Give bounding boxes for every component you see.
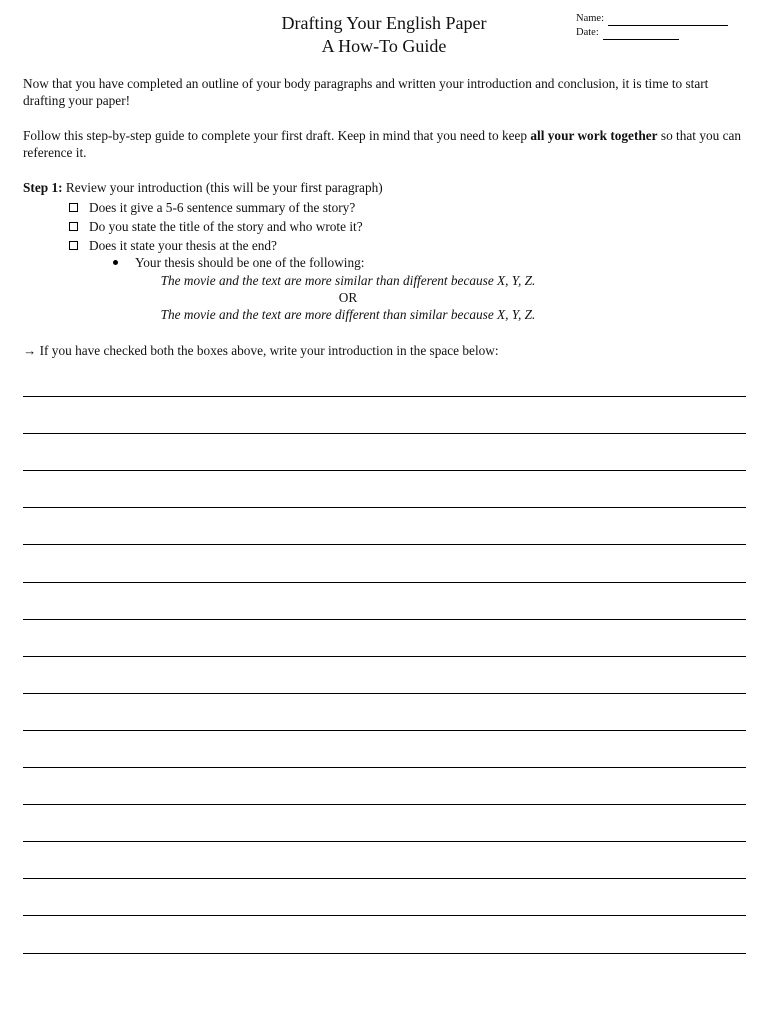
- thesis-bullet: [113, 254, 365, 271]
- writing-line[interactable]: [23, 544, 746, 545]
- name-row: [576, 12, 728, 26]
- step-1-heading: [23, 179, 383, 196]
- writing-line[interactable]: [23, 693, 746, 694]
- page-subtitle: A How-To Guide: [321, 36, 447, 56]
- name-date-block: [576, 12, 728, 40]
- bullet-icon: [113, 260, 118, 265]
- writing-line[interactable]: [23, 730, 746, 731]
- writing-line[interactable]: [23, 915, 746, 916]
- checkbox[interactable]: [69, 222, 78, 231]
- writing-line[interactable]: [23, 582, 746, 583]
- date-blank[interactable]: [603, 29, 679, 40]
- step-1-text: Review your introduction (this will be your first paragraph): [62, 180, 383, 195]
- thesis-option-1-text: The movie and the text are more similar than different because X, Y, Z.: [160, 273, 536, 288]
- arrow-icon: →: [23, 343, 37, 358]
- checklist-item: [69, 217, 363, 236]
- writing-line[interactable]: [23, 804, 746, 805]
- thesis-option-2-text: The movie and the text are more different than similar because X, Y, Z.: [160, 307, 536, 322]
- checklist-item: [69, 198, 363, 217]
- writing-line[interactable]: [23, 619, 746, 620]
- intro-paragraph-1: Now that you have completed an outline of your body paragraphs and written your introduction and conclusion, it is time to start drafting your paper!: [23, 76, 709, 108]
- write-instruction: [23, 342, 499, 359]
- checklist-item-label: Does it state your thesis at the end?: [89, 238, 277, 253]
- writing-line[interactable]: [23, 470, 746, 471]
- writing-line[interactable]: [23, 433, 746, 434]
- checkbox[interactable]: [69, 203, 78, 212]
- step-1-checklist: [69, 198, 363, 255]
- name-label: Name:: [576, 13, 604, 24]
- thesis-bullet-text: Your thesis should be one of the following:: [135, 255, 365, 270]
- checklist-item-label: Does it give a 5-6 sentence summary of the story?: [89, 200, 356, 215]
- page-title: Drafting Your English Paper: [281, 13, 487, 33]
- thesis-option-1: [0, 272, 696, 289]
- writing-line[interactable]: [23, 767, 746, 768]
- writing-line[interactable]: [23, 841, 746, 842]
- writing-line[interactable]: [23, 953, 746, 954]
- checkbox[interactable]: [69, 241, 78, 250]
- writing-line[interactable]: [23, 507, 746, 508]
- write-instruction-text: If you have checked both the boxes above, write your introduction in the space below:: [36, 343, 499, 358]
- thesis-or: OR: [338, 290, 358, 305]
- name-blank[interactable]: [608, 15, 728, 26]
- writing-line[interactable]: [23, 878, 746, 879]
- intro-paragraph-2-text: Follow this step-by-step guide to complete your first draft. Keep in mind that you need to keep: [23, 128, 531, 143]
- date-label: Date:: [576, 27, 599, 38]
- writing-line[interactable]: [23, 396, 746, 397]
- writing-line[interactable]: [23, 656, 746, 657]
- thesis-option-2: [0, 306, 696, 323]
- step-1-label: Step 1:: [23, 180, 63, 195]
- checklist-item: [69, 236, 363, 255]
- date-row: [576, 26, 728, 40]
- checklist-item-label: Do you state the title of the story and who wrote it?: [89, 219, 363, 234]
- intro-paragraph-2: [23, 127, 748, 161]
- intro-paragraph-2-emphasis: all your work together: [530, 128, 658, 143]
- intro-paragraph-2-end: so that you can reference it.: [23, 128, 742, 160]
